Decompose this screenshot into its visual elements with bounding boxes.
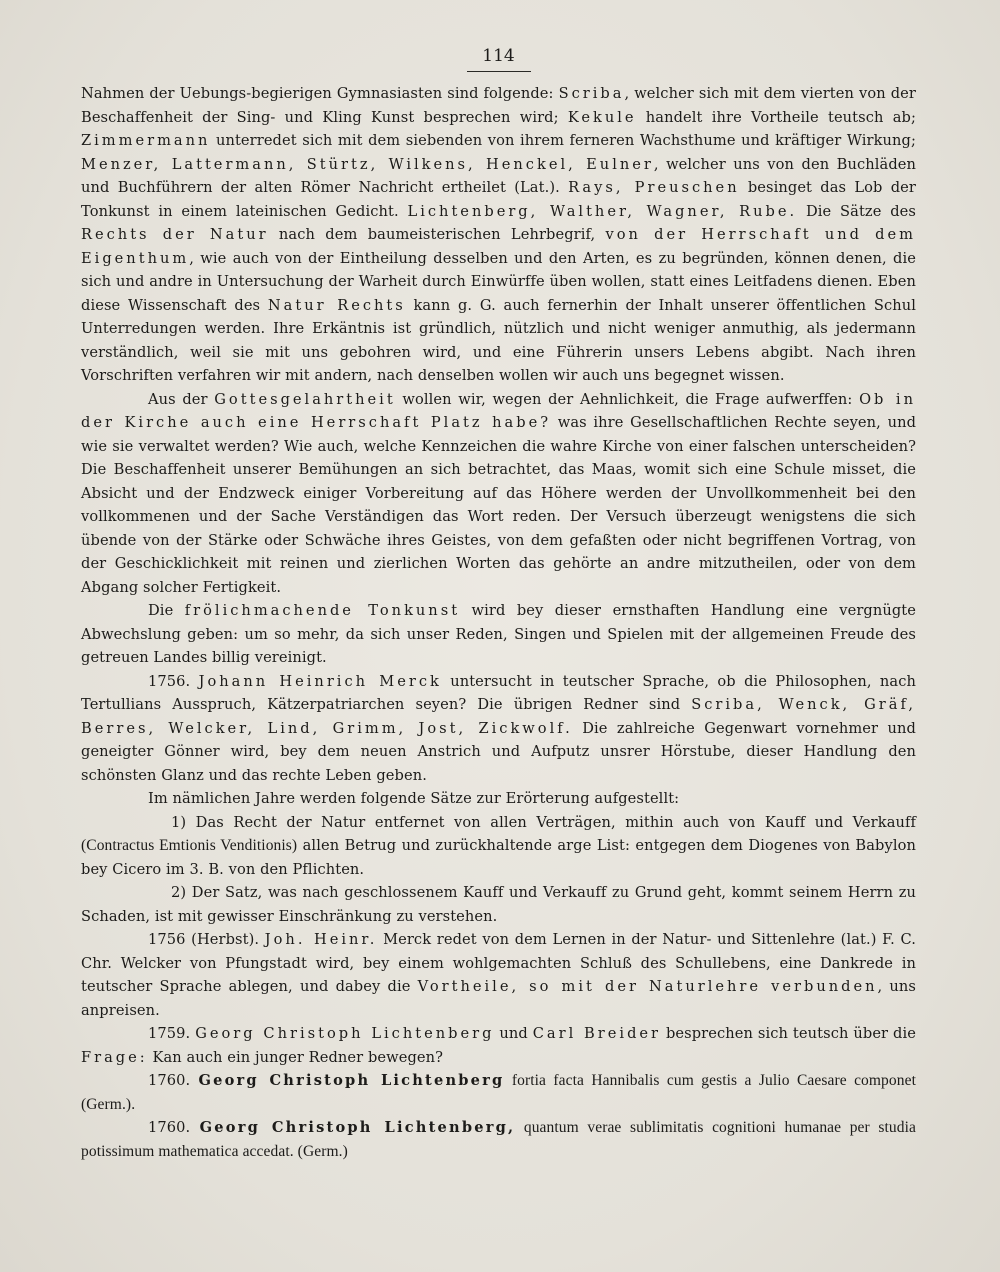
- text-span: handelt ihre Vortheile teutsch ab;: [636, 108, 916, 126]
- text-span: , wie auch von der Eintheilung desselben und den Arten, es zu begründen, können denen, die sich und andre in Untersuchung der Warheit durch Einwürffe üben wollen, statt eines Leitfadens dienen. Eben diese Wissenschaft des: [81, 249, 916, 314]
- spaced-name: Scriba: [558, 85, 625, 102]
- text-span: , welcher uns von den Buchläden und Buchführern der alten Römer Nachricht ertheilet (Lat.).: [81, 155, 917, 196]
- latin-text: (Contractus Emtionis Venditionis): [81, 837, 298, 854]
- year-label: 1759.: [148, 1025, 191, 1042]
- text-span: wollen wir, wegen der Aehnlichkeit, die Frage aufwerffen:: [395, 390, 860, 408]
- text-span: 1) Das Recht der Natur entfernet von allen Verträgen, mithin auch von Kauff und Verkauff: [171, 813, 916, 831]
- text-span: nach dem baumeisterischen Lehrbegrif,: [268, 226, 606, 243]
- paragraph-1: [81, 82, 916, 388]
- text-span: besinget das Lob der Tonkunst in einem lateinischen Gedicht.: [81, 179, 916, 220]
- paragraph-8: [81, 928, 916, 1022]
- spaced-term: Vortheile, so mit der Naturlehre verbunden: [417, 978, 878, 995]
- text-span: Die Sätze des: [797, 202, 916, 220]
- latin-text: quantum verae sublimitatis cognitioni humanae per studia potissimum mathematica accedat. (Germ.): [81, 1119, 916, 1160]
- text-span: besprechen sich teutsch über die: [661, 1025, 916, 1042]
- spaced-name: Kekule: [567, 108, 637, 126]
- paragraph-9: [81, 1022, 916, 1069]
- spaced-name: Georg Christoph Lichtenberg,: [199, 1119, 516, 1136]
- spaced-name: Georg Christoph Lichtenberg: [198, 1072, 505, 1089]
- spaced-name: Johann Heinrich Merck: [198, 672, 442, 690]
- text-span: unterredet sich mit dem siebenden von ihrem ferneren Wachsthume und kräftiger Wirkung;: [210, 132, 916, 149]
- text-span: 2) Der Satz, was nach geschlossenem Kauff und Verkauff zu Grund geht, kommt seinem Herrn zu Schaden, ist mit gewisser Einschränkung zu verstehen.: [81, 884, 916, 925]
- text-span: Die zahlreiche Gegenwart vornehmer und geneigter Gönner wird, bey dem neuen Anstrich und Aufputz unsrer Hörstube, dieser Handlung den schönsten Glanz und das rechte Leben geben.: [81, 719, 916, 784]
- text-span: wird bey dieser ernsthaften Handlung eine vergnügte Abwechslung geben: um so mehr, da sich unser Reden, Singen und Spielen mit der allgemeinen Freude des getreuen Landes billig vereinigt.: [81, 602, 917, 666]
- spaced-name: Rays, Preuschen: [568, 179, 740, 196]
- spaced-name: Georg Christoph Lichtenberg: [195, 1025, 495, 1042]
- spaced-name: Menzer, Lattermann, Stürtz, Wilkens, Henckel, Eulner: [81, 155, 654, 173]
- paragraph-10: [81, 1069, 916, 1116]
- spaced-question: Ob in der Kirche auch eine Herrschaft Platz habe?: [81, 390, 916, 431]
- body-text: [81, 82, 916, 1163]
- page-number-text: 114: [467, 44, 531, 72]
- text-span: , uns anpreisen.: [81, 978, 917, 1019]
- spaced-term: Natur Rechts: [267, 296, 406, 314]
- latin-text: fortia facta Hannibalis cum gestis a Julio Caesare componet (Germ.).: [81, 1072, 916, 1113]
- spaced-name: Zimmermann: [81, 132, 211, 149]
- spaced-term: frölichmachende Tonkunst: [184, 602, 461, 619]
- spaced-term: Rechts der Natur: [81, 226, 269, 243]
- paragraph-6: [81, 811, 916, 882]
- year-label: 1760.: [148, 1072, 191, 1089]
- spaced-name: Carl Breider: [532, 1025, 662, 1042]
- text-span: was ihre Gesellschaftlichen Rechte seyen, und wie sie verwaltet werden? Wie auch, welche Kennzeichen die wahre Kirche von einer falschen unterscheiden? Die Beschaffenheit unserer Bemühungen an sich betrachtet, das Maas, womit sich eine Schule misset, die Absicht und der Endzweck einiger Vorbereitung auf das Höhere werden der Unvollkommenheit bei den vollkommenen und der Sache Verständigen das Wort reden. Der Versuch überzeugt wenigstens die sich übende von der Stärke oder Schwäche ihres Geistes, von dem gefaßten oder nicht begriffenen Vortrag, von der Geschicklichkeit mit reinen und zierlichen Worten das gehörte an andre mitzutheilen, oder von dem Abgang solcher Fertigkeit.: [81, 414, 917, 596]
- text-span: Aus der: [148, 390, 215, 408]
- paragraph-3: [81, 599, 916, 670]
- spaced-name: Joh. Heinr.: [264, 931, 378, 948]
- text-span: allen Betrug und zurückhaltende arge List: entgegen dem Diogenes von Babylon bey Cicero im 3. B. von den Pflichten.: [81, 837, 916, 878]
- text-span: Nahmen der Uebungs-begierigen Gymnasiasten sind folgende:: [81, 85, 559, 102]
- paragraph-5: [81, 787, 916, 811]
- text-span: Merck redet von dem Lernen in der Natur- und Sittenlehre (lat.) F. C. Chr. Welcker von Pfungstadt wird, bey einem wohlgemachten Schluß des Schullebens, eine Dankrede in teutscher Sprache ablegen, und dabey die: [81, 931, 916, 995]
- text-span: kann g. G. auch fernerhin der Inhalt unserer öffentlichen Schul Unterredungen werden. Ihre Erkäntnis ist gründlich, nützlich und nicht weniger anmuthig, als jedermann verständlich, weil sie mit uns gebohren wird, und eine Führerin unsers Lebens abgibt. Nach ihren Vorschriften verfahren wir mit andern, nach denselben wollen wir auch uns begegnet wissen.: [81, 296, 916, 384]
- paragraph-2: [81, 388, 916, 600]
- year-label: 1760.: [148, 1119, 191, 1136]
- paragraph-11: [81, 1116, 916, 1163]
- spaced-term: Frage:: [81, 1048, 148, 1066]
- year-label: 1756 (Herbst).: [148, 931, 260, 948]
- text-span: Die: [148, 602, 185, 619]
- text-span: Kan auch ein junger Redner bewegen?: [147, 1048, 444, 1066]
- page-number: [81, 44, 916, 72]
- spaced-term: Gottesgelahrtheit: [214, 390, 396, 408]
- spaced-name: Scriba, Wenck, Gräf, Berres, Welcker, Lind, Grimm, Jost, Zickwolf.: [81, 696, 916, 737]
- spaced-term: von der Herrschaft und dem Eigenthum: [81, 226, 916, 267]
- paragraph-4: [81, 670, 916, 788]
- text-span: Im nämlichen Jahre werden folgende Sätze zur Erörterung aufgestellt:: [148, 790, 680, 807]
- year-label: 1756.: [148, 672, 191, 690]
- spaced-name: Lichtenberg, Walther, Wagner, Rube.: [407, 202, 798, 220]
- text-span: , welcher sich mit dem vierten von der Beschaffenheit der Sing- und Kling Kunst besprechen wird;: [81, 85, 916, 126]
- text-span: und: [494, 1025, 533, 1042]
- text-span: untersucht in teutscher Sprache, ob die Philosophen, nach Tertullians Ausspruch, Kätzerpatriarchen seyen? Die übrigen Redner sind: [81, 672, 917, 713]
- paragraph-7: [81, 881, 916, 928]
